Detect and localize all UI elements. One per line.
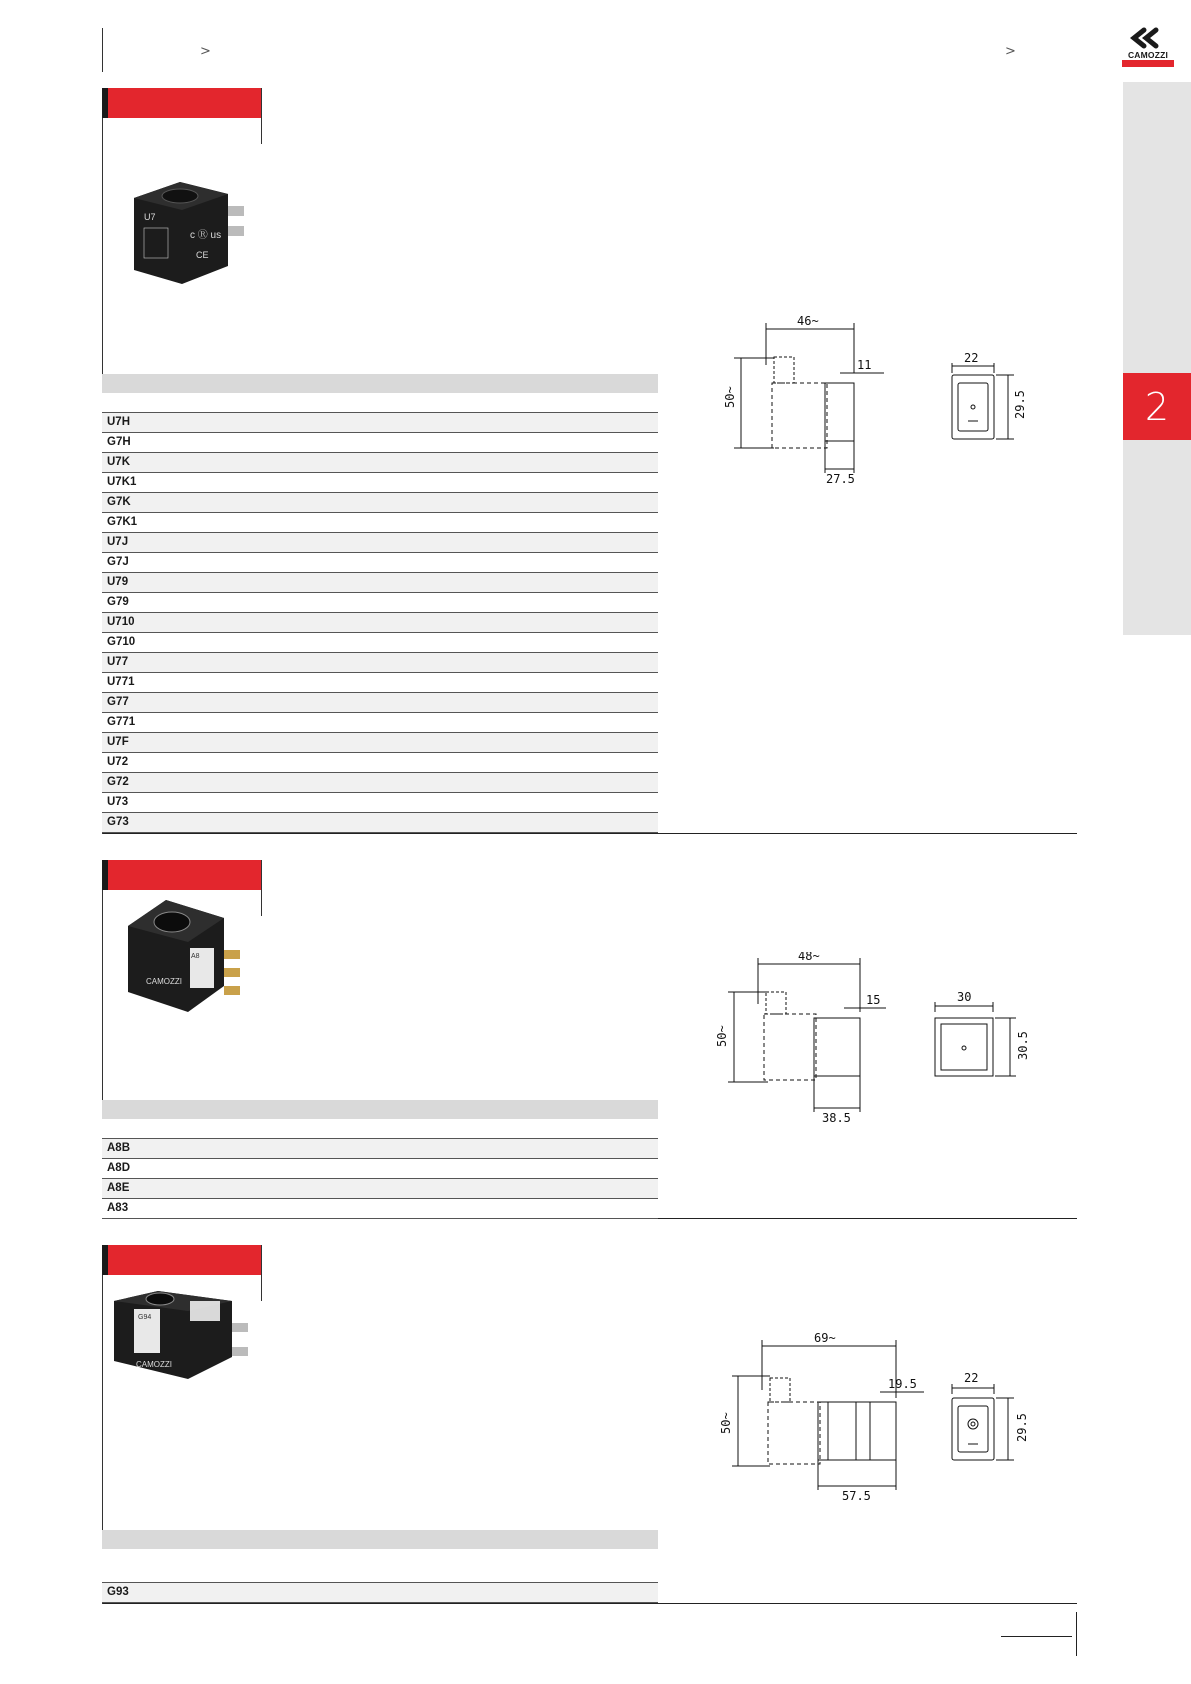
dim-pin: 11 bbox=[857, 358, 872, 372]
table-subheader bbox=[102, 1549, 658, 1583]
dim-body: 38.5 bbox=[822, 1111, 851, 1125]
table-row: G710 bbox=[102, 633, 658, 653]
table-header bbox=[102, 1530, 658, 1549]
codes-table-g9 bbox=[102, 1530, 658, 1603]
table-row: G93 bbox=[102, 1583, 658, 1603]
coil-label-a8: A8 bbox=[191, 953, 200, 960]
table-row: A8E bbox=[102, 1179, 658, 1199]
breadcrumb-arrow-left[interactable]: > bbox=[200, 44, 211, 59]
table-row: G7J bbox=[102, 553, 658, 573]
dimension-drawing-a8 bbox=[714, 952, 1134, 1127]
dim-overall: 46~ bbox=[797, 314, 819, 328]
dim-overall: 69~ bbox=[814, 1331, 836, 1345]
codes-table-u7 bbox=[102, 374, 658, 833]
breadcrumb-arrow-right[interactable]: > bbox=[1005, 44, 1016, 59]
table-subheader bbox=[102, 1119, 658, 1139]
table-row: U710 bbox=[102, 613, 658, 633]
dimension-drawing-u7 bbox=[714, 313, 1134, 488]
dim-width: 22 bbox=[964, 351, 979, 365]
table-row: G7K1 bbox=[102, 513, 658, 533]
dim-pin: 15 bbox=[866, 993, 881, 1007]
coil-photo-a8 bbox=[126, 896, 276, 1016]
table-row: U7J bbox=[102, 533, 658, 553]
table-row: U7K bbox=[102, 453, 658, 473]
svg-text:c Ⓡ us: c Ⓡ us bbox=[190, 230, 222, 241]
table-row: G7K bbox=[102, 493, 658, 513]
table-row: U771 bbox=[102, 673, 658, 693]
footer-rule bbox=[1001, 1636, 1072, 1637]
dim-overall: 48~ bbox=[798, 952, 820, 963]
table-header bbox=[102, 1100, 658, 1119]
table-row: G79 bbox=[102, 593, 658, 613]
section-header-line bbox=[261, 88, 262, 144]
dim-height: 50~ bbox=[715, 1025, 729, 1047]
section-header-bar bbox=[102, 1245, 262, 1275]
table-row: U7F bbox=[102, 733, 658, 753]
dim-depth: 29.5 bbox=[1015, 1413, 1029, 1442]
table-row: U79 bbox=[102, 573, 658, 593]
table-row: A8D bbox=[102, 1159, 658, 1179]
table-row: A83 bbox=[102, 1199, 658, 1219]
coil-section-g9 bbox=[102, 1245, 1077, 1604]
table-row: U72 bbox=[102, 753, 658, 773]
dim-width: 22 bbox=[964, 1371, 979, 1385]
table-row: U73 bbox=[102, 793, 658, 813]
table-row: U7H bbox=[102, 413, 658, 433]
section-header-bar bbox=[102, 88, 262, 118]
svg-text:CAMOZZI: CAMOZZI bbox=[136, 1360, 172, 1369]
dim-height: 50~ bbox=[723, 386, 737, 408]
codes-table-a8 bbox=[102, 1100, 658, 1219]
coil-section-u7 bbox=[102, 88, 1077, 834]
table-header bbox=[102, 374, 658, 393]
table-row: G77 bbox=[102, 693, 658, 713]
footer-divider bbox=[1076, 1612, 1077, 1656]
dim-pin: 19.5 bbox=[888, 1377, 917, 1391]
table-row: A8B bbox=[102, 1139, 658, 1159]
coil-photo-u7 bbox=[130, 180, 270, 290]
table-subheader bbox=[102, 393, 658, 413]
brand-name: CAMOZZI bbox=[1127, 50, 1169, 60]
table-row: G73 bbox=[102, 813, 658, 833]
chapter-number[interactable]: 2 bbox=[1123, 373, 1191, 440]
table-row: G771 bbox=[102, 713, 658, 733]
coil-photo-g9 bbox=[110, 1287, 270, 1387]
dim-body: 57.5 bbox=[842, 1489, 871, 1503]
dim-depth: 30.5 bbox=[1016, 1031, 1030, 1060]
dim-width: 30 bbox=[957, 990, 972, 1004]
svg-text:CE: CE bbox=[196, 250, 209, 260]
coil-label-u7: U7 bbox=[144, 212, 156, 222]
table-row: U7K1 bbox=[102, 473, 658, 493]
table-row: U77 bbox=[102, 653, 658, 673]
dim-height: 50~ bbox=[719, 1412, 733, 1434]
table-row: G7H bbox=[102, 433, 658, 453]
dim-body: 27.5 bbox=[826, 472, 855, 486]
coil-section-a8 bbox=[102, 860, 1077, 1219]
dim-depth: 29.5 bbox=[1013, 390, 1027, 419]
dimension-drawing-g9 bbox=[714, 1328, 1134, 1503]
svg-text:CAMOZZI: CAMOZZI bbox=[146, 977, 182, 986]
header-divider bbox=[102, 28, 103, 72]
table-row: G72 bbox=[102, 773, 658, 793]
brand-bar bbox=[1122, 60, 1174, 67]
section-header-bar bbox=[102, 860, 262, 890]
coil-label-g9: G94 bbox=[138, 1314, 152, 1321]
